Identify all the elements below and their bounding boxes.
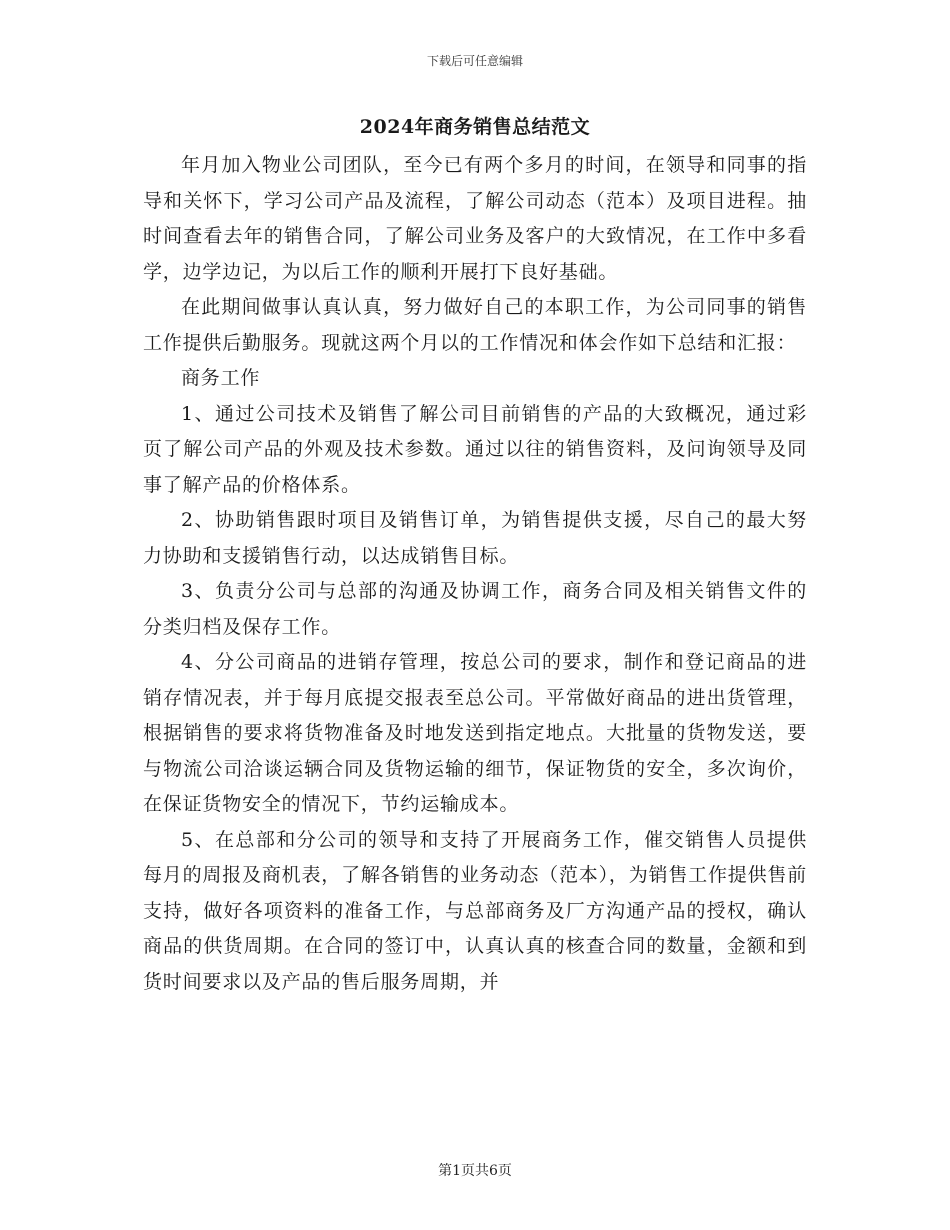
paragraph-item-2: 2、协助销售跟时项目及销售订单，为销售提供支援，尽自己的最大努力协助和支援销售行动，以达成销售目标。	[143, 509, 807, 567]
page-number: 第1页共6页	[438, 1163, 512, 1179]
paragraph-intro: 年月加入物业公司团队，至今已有两个多月的时间，在领导和同事的指导和关怀下，学习公司产品及流程，了解公司动态（范本）及项目进程。抽时间查看去年的销售合同，了解公司业务及客户的大致情况，在工作中多看学，边学边记，为以后工作的顺利开展打下良好基础。	[143, 154, 807, 283]
paragraph-item-1: 1、通过公司技术及销售了解公司目前销售的产品的大致概况，通过彩页了解公司产品的外观及技术参数。通过以往的销售资料，及问询领导及同事了解产品的价格体系。	[143, 402, 807, 496]
section-heading-business: 商务工作	[181, 367, 261, 389]
paragraph-item-3: 3、负责分公司与总部的沟通及协调工作，商务合同及相关销售文件的分类归档及保存工作。	[143, 580, 807, 638]
paragraph-item-4: 4、分公司商品的进销存管理，按总公司的要求，制作和登记商品的进销存情况表，并于每月底提交报表至总公司。平常做好商品的进出货管理，根据销售的要求将货物准备及时地发送到指定地点。大批量的货物发送，要与物流公司洽谈运辆合同及货物运输的细节，保证物货的安全，多次询价，在保证货物安全的情况下，节约运输成本。	[143, 651, 807, 815]
header-note: 下载后可任意编辑	[426, 54, 523, 68]
document-title: 2024年商务销售总结范文	[359, 116, 591, 138]
paragraph-item-5: 5、在总部和分公司的领导和支持了开展商务工作，催交销售人员提供每月的周报及商机表，了解各销售的业务动态（范本），为销售工作提供售前支持，做好各项资料的准备工作，与总部商务及厂方沟通产品的授权，确认商品的供货周期。在合同的签订中，认真认真的核查合同的数量，金额和到货时间要求以及产品的售后服务周期，并	[143, 828, 807, 993]
paragraph-summary: 在此期间做事认真认真，努力做好自己的本职工作，为公司同事的销售工作提供后勤服务。现就这两个月以的工作情况和体会作如下总结和汇报：	[143, 296, 807, 354]
document-body	[143, 110, 807, 1000]
